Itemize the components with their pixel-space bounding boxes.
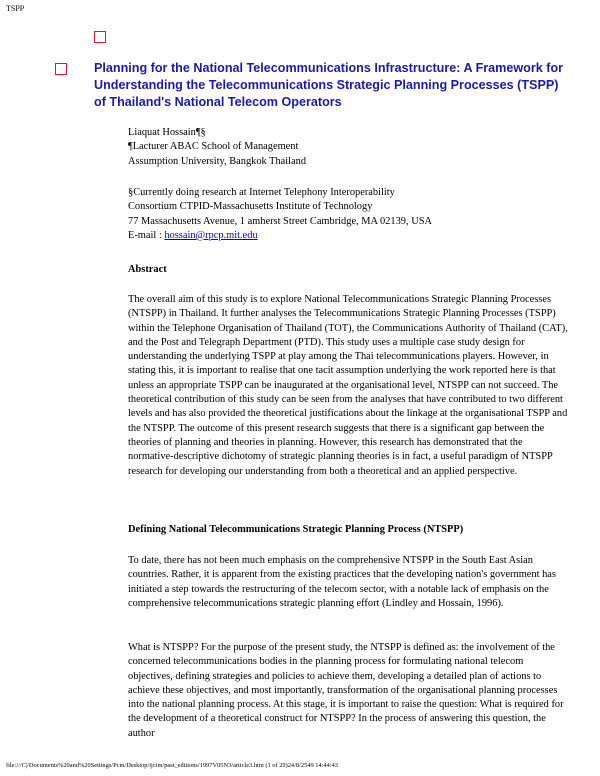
abstract-body — [128, 293, 568, 479]
address: 77 Massachusetts Avenue, 1 amherst Street Cambridge, MA 02139, USA — [128, 215, 432, 227]
section-heading-text: Defining National Telecommunications Strategic Planning Process (NTSPP) — [128, 524, 464, 535]
abstract-paragraph: The overall aim of this study is to explore National Telecommunications Strategic Planning Processes (NTSPP) in Thailand. It further analyses the Telecommunications Strategic Planning Processes (TSPP) within the Telephone Organisation of Thailand (TOT), the Communications Authority of Thailand (CAT), and the Post and Telegraph Department (PTD). This study uses a multiple case study design for understanding the underlying TSPP at play among the Thai telecommunications players. However, in stating this, it is important to realise that one tacit assumption underlying the work reported here is that unless an appropriate TSPP can be inaugurated at the organisational level, NTSPP can not succeed. The theoretical contribution of this study can be seen from the analyses that have contributed to two different levels and has also provided the theoretical justifications about the linkage at the organisational TSPP and the NTSPP. The outcome of this present research suggests that there is a significant gap between the theories of planning and theories in planning. However, this research has demonstrated that the normative-descriptive dichotomy of strategic planning theories is in fact, a useful paradigm of NTSPP research for developing our understanding from both a theoretical and an applied perspective. — [128, 294, 568, 477]
author-affiliation: Assumption University, Bangkok Thailand — [128, 155, 307, 167]
research-note: Consortium CTPID-Massachusetts Institute of Technology — [128, 201, 373, 213]
abstract-heading-text: Abstract — [128, 264, 167, 275]
abstract-heading — [128, 263, 568, 277]
body-paragraph: What is NTSPP? For the purpose of the present study, the NTSPP is defined as: the involvement of the concerned telecommunications bodies in the planning process for formulating national telecom objectives, defining strategies and policies to achieve them, developing a detailed plan of actions to achieve these objectives, and most importantly, transformation of the organisational planning processes into the national planning process. At this stage, it is important to raise the question: What is required for the development of a theoretical construct for NTSPP? In the process of answering this question, the author — [128, 642, 564, 739]
broken-image-icon — [94, 31, 106, 43]
research-block — [128, 186, 568, 243]
article-title: Planning for the National Telecommunications Infrastructure: A Framework for Understanding the Telecommunications Strategic Planning Processes (TSPP) of Thailand's National Telecom Operators — [94, 61, 564, 109]
email-line — [128, 229, 568, 243]
email-link[interactable]: hossain@rpcp.mit.edu — [164, 229, 258, 241]
author-block — [128, 126, 568, 169]
author-name: Liaquat Hossain¶§ — [128, 127, 206, 138]
email-label: E-mail : — [128, 229, 165, 241]
section-paragraph-1 — [128, 554, 568, 611]
research-note: §Currently doing research at Internet Telephony Interoperability — [128, 187, 395, 198]
section-paragraph-2 — [128, 641, 568, 741]
footer-file-path: file:///C|/Documents%20and%20Settings/Pcm/Desktop/ijcim/past_editions/1997V05N3/article3.htm (1 of 29)24/8/2549 14:44:43 — [6, 762, 338, 769]
author-affiliation: ¶Lacturer ABAC School of Management — [128, 141, 299, 153]
body-paragraph: To date, there has not been much emphasis on the comprehensive NTSPP in the South East Asian countries. Rather, it is apparent from the existing practices that the developing nation's government has initiated a step towards the restructuring of the telecom sector, with a notable lack of emphasis on the comprehensive telecommunications strategic planning effort (Lindley and Hossain, 1996). — [128, 555, 556, 609]
header-label: TSPP — [6, 4, 25, 13]
broken-image-icon — [55, 63, 67, 75]
section-heading — [128, 523, 568, 537]
